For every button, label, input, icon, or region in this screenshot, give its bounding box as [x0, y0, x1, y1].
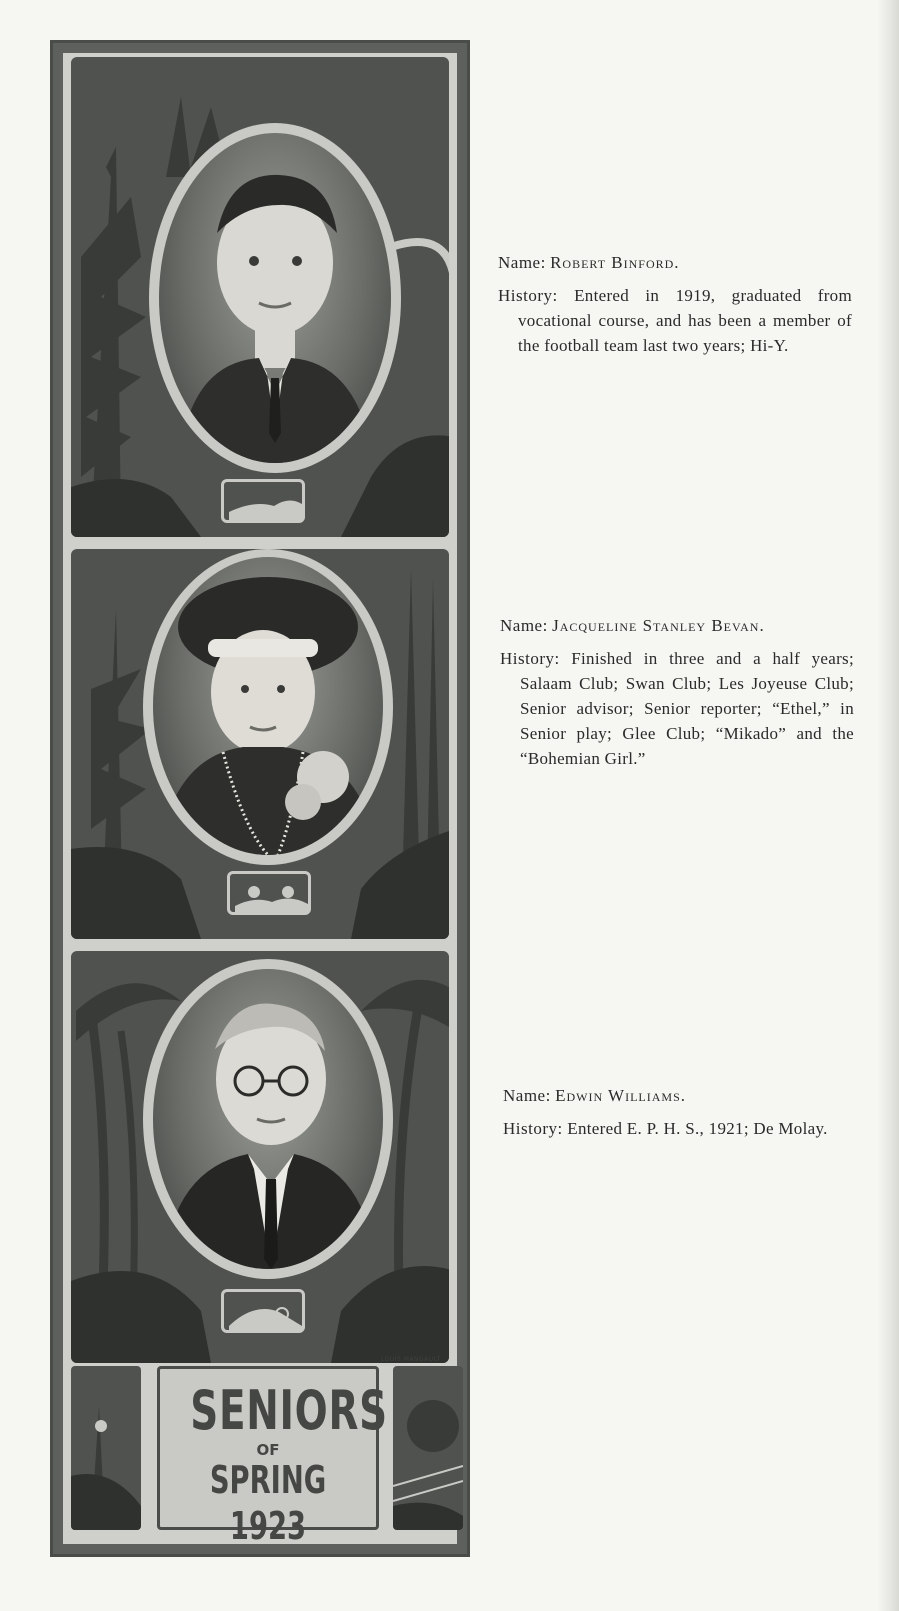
name-line: [500, 613, 854, 638]
name-line: [498, 250, 852, 275]
senior-entry-edwin-williams: [503, 1083, 857, 1141]
landscape-vignette-2: [227, 871, 311, 915]
history-label: History:: [500, 649, 560, 668]
name-label: Name:: [503, 1086, 551, 1105]
title-area: [71, 1356, 449, 1548]
panel-background: [63, 53, 457, 1548]
senior-entry-jacqueline-bevan: [500, 613, 854, 771]
title-side-panel-right: [393, 1366, 463, 1530]
title-box: [157, 1366, 388, 1548]
senior-name: Jacqueline Stanley Bevan.: [552, 616, 765, 635]
portrait-robert-binford: [159, 133, 391, 463]
history-text: Entered in 1919, graduated from vocational course, and has been a member of the football team last two years; Hi-Y.: [518, 286, 852, 355]
history-label: History:: [498, 286, 558, 305]
history-paragraph: [498, 283, 852, 358]
page-edge-shadow: [877, 0, 899, 1611]
title-spring-1923: SPRING 1923: [209, 1458, 327, 1548]
history-paragraph: [500, 646, 854, 771]
title-of: OF: [256, 1441, 280, 1459]
senior-entry-robert-binford: [498, 250, 852, 358]
senior-name: Robert Binford.: [550, 253, 680, 272]
title-seniors: SENIORS: [190, 1379, 388, 1442]
yearbook-panel: [50, 40, 470, 1557]
portrait-section-1: [71, 57, 449, 537]
history-text: Finished in three and a half years; Salaam Club; Swan Club; Les Joyeuse Club; Senior advisor; Senior reporter; “Ethel,” in Senior play; Glee Club; “Mikado” and the “Bohemian Girl.”: [520, 649, 854, 768]
history-text: Entered E. P. H. S., 1921; De Molay.: [567, 1119, 828, 1138]
landscape-vignette-3: [221, 1289, 305, 1333]
title-side-panel-left: [71, 1366, 141, 1530]
history-label: History:: [503, 1119, 563, 1138]
name-label: Name:: [498, 253, 546, 272]
portrait-jacqueline-bevan: [153, 557, 383, 855]
senior-name: Edwin Williams.: [555, 1086, 687, 1105]
name-line: [503, 1083, 857, 1108]
artist-signature: LOUIS MANGAULT: [381, 1356, 441, 1363]
landscape-vignette-1: [221, 479, 305, 523]
portrait-section-3: [71, 951, 449, 1363]
name-label: Name:: [500, 616, 548, 635]
portrait-section-2: [71, 549, 449, 939]
history-paragraph: [503, 1116, 857, 1141]
portrait-edwin-williams: [153, 969, 383, 1269]
